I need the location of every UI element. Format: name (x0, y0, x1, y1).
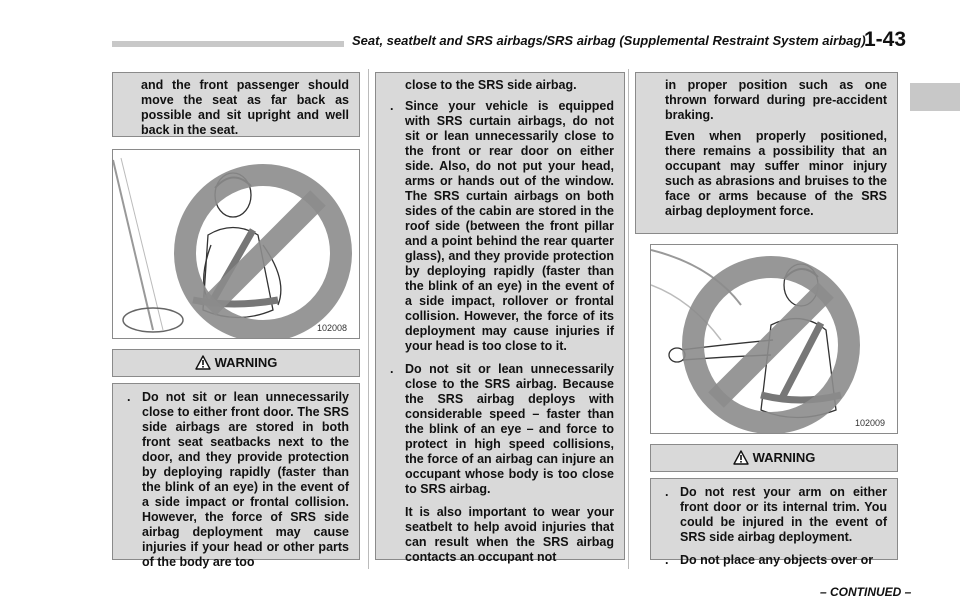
column-divider (628, 69, 629, 569)
bullet-marker: . (390, 362, 394, 376)
figure-seated-driver (112, 149, 360, 339)
seatbelt-paragraph: It is also important to wear your seatbelt to help avoid injuries that can result when the SRS airbag contacts an occupant not (405, 505, 614, 564)
intro-paragraph: and the front passenger should move the seat as far back as possible and sit upright and well back in the seat. (141, 78, 349, 137)
occupant-illustration (651, 245, 898, 434)
srs-airbag-bullet (388, 362, 614, 497)
text-box-col3 (635, 72, 898, 234)
warning-label: WARNING (214, 355, 278, 370)
warning-bullet (125, 390, 349, 570)
bullet-text: Do not sit or lean unnecessarily close to the SRS airbag. Because the SRS airbag deploys with considerable speed – faster than the blink of an eye – and force to protect in high speed collisions, the force of an airbag can injure an occupant whose body is too close to SRS airbag. (405, 362, 614, 496)
figure-id: 102009 (854, 418, 885, 428)
warning-header (112, 349, 360, 377)
bullet-marker: . (390, 99, 394, 113)
bullet-marker: . (127, 390, 131, 404)
warning-bullet-text: Do not place any objects over or (680, 553, 874, 567)
warning-bullet (663, 553, 887, 568)
warning-bullet-text: Do not sit or lean unnecessarily close to either front door. The SRS side airbags are stored in both front seat seatbacks next to the door, and they provide protection by deploying rapidly (faster than the blink of an eye) in the event of a side impact or frontal collision. However, the force of SRS side airbag deployment may cause injuries if your head or other parts of the body are too (142, 390, 349, 569)
continued-text: close to the SRS side airbag. (405, 78, 577, 92)
warning-bullet-text: Do not rest your arm on either front door or its internal trim. You could be injured in the event of SRS side airbag deployment. (680, 485, 887, 544)
continued-marker: – CONTINUED – (820, 585, 912, 599)
column-divider (368, 69, 369, 569)
driver-illustration (113, 150, 360, 339)
warning-box (650, 478, 898, 567)
warning-triangle-icon (733, 450, 749, 465)
injury-paragraph: Even when properly positioned, there remains a possibility that an occupant may suffer minor injury such as abrasions and bruises to the face or arms because of the SRS airbag deployment force. (665, 129, 887, 218)
bullet-text: Since your vehicle is equipped with SRS curtain airbags, do not sit or lean unnecessarily close to the front or rear door on either side. Also, do not put your head, arms or hands out of the window. The SRS curtain airbags on both sides of the cabin are stored in the roof side (between the front pillar and a point behind the rear quarter glass), and they provide protection by deploying rapidly (faster than the blink of an eye) in the event of a side impact, rollover or frontal collision. However, the force of its deployment may cause injuries if your head is too close to it. (405, 99, 614, 353)
bullet-marker: . (665, 553, 669, 567)
page-number: 1-43 (864, 28, 907, 51)
figure-id: 102008 (316, 323, 347, 333)
section-title: Seat, seatbelt and SRS airbags/SRS airbag (Supplemental Restraint System airbag) (352, 33, 866, 48)
warning-triangle-icon (195, 355, 211, 370)
chapter-tab (910, 83, 960, 111)
warning-label: WARNING (752, 450, 816, 465)
continued-text: in proper position such as one thrown forward during pre-accident braking. (665, 78, 887, 122)
header-rule (112, 41, 344, 47)
figure-arm-on-door (650, 244, 898, 434)
warning-header (650, 444, 898, 472)
bullet-marker: . (665, 485, 669, 499)
warning-bullet (663, 485, 887, 545)
intro-text-box (112, 72, 360, 137)
curtain-airbag-bullet (388, 99, 614, 354)
text-box-col2 (375, 72, 625, 564)
warning-box (112, 383, 360, 569)
